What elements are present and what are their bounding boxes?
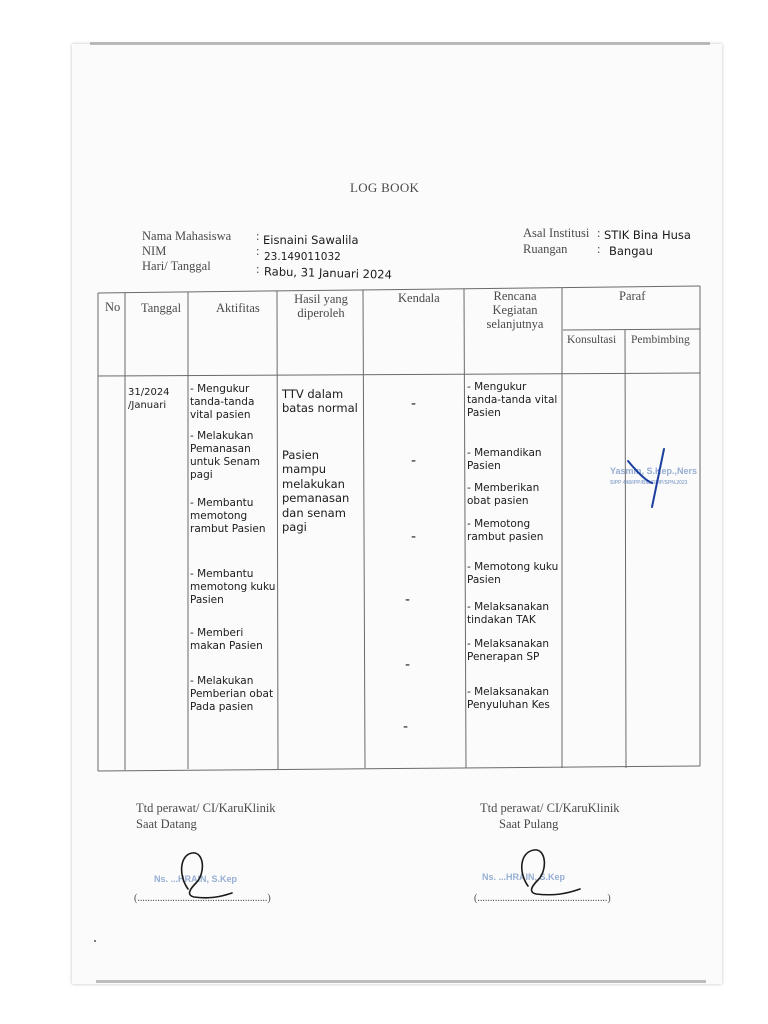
header-pembimbing: Pembimbing bbox=[631, 334, 690, 346]
obstacle-item: - bbox=[411, 529, 417, 545]
obstacle-item: - bbox=[411, 396, 417, 412]
entry-date: 31/2024 /Januari bbox=[128, 387, 170, 411]
student-nim-value: 23.149011032 bbox=[264, 251, 341, 263]
plan-item: - Melaksanakan Penerapan SP bbox=[467, 638, 550, 664]
result-item: Pasien mampu melakukan pemanasan dan senam pagi bbox=[282, 448, 350, 534]
supervisor-stamp-nip: SIPP 448/IPP/BID/SPIP/SPN.2023 bbox=[610, 480, 688, 486]
room-label: Ruangan bbox=[523, 242, 568, 256]
activity-item: - Membantu memotong rambut Pasien bbox=[190, 497, 266, 536]
student-nim-label: NIM bbox=[142, 244, 167, 258]
footer-right-stamp: Ns. ...HRAIN, S.Kep bbox=[482, 872, 566, 882]
header-tanggal: Tanggal bbox=[141, 301, 182, 315]
footer-right-signature-line: (....................................................) bbox=[474, 893, 611, 904]
activity-item: - Membantu memotong kuku Pasien bbox=[190, 568, 276, 607]
activity-item: - Melakukan Pemberian obat Pada pasien bbox=[190, 675, 274, 714]
footer-left-signature-line: (....................................................) bbox=[134, 893, 271, 904]
footer-right-line2: Saat Pulang bbox=[499, 817, 559, 831]
footer-left-line2: Saat Datang bbox=[136, 817, 197, 831]
colon: : bbox=[597, 242, 601, 256]
header-no: No bbox=[105, 300, 121, 314]
date-label: Hari/ Tanggal bbox=[142, 259, 211, 273]
header-hasil: Hasil yang diperoleh bbox=[294, 292, 348, 320]
supervisor-stamp-name: Yasmin, S.Kep.,Ners bbox=[610, 466, 698, 476]
student-name-label: Nama Mahasiswa bbox=[142, 229, 232, 243]
footer-right-line1: Ttd perawat/ CI/KaruKlinik bbox=[480, 801, 620, 815]
institution-label: Asal Institusi bbox=[523, 226, 590, 240]
plan-item: - Memotong kuku Pasien bbox=[467, 561, 559, 587]
footer-left-stamp: Ns. ...HRAIN, S.Kep bbox=[154, 874, 238, 884]
paper-speck bbox=[94, 940, 96, 942]
colon: : bbox=[256, 229, 260, 243]
institution-value: STIK Bina Husa bbox=[604, 228, 691, 242]
activity-item: - Memberi makan Pasien bbox=[190, 627, 263, 653]
plan-item: - Melaksanakan Penyuluhan Kes bbox=[467, 686, 550, 712]
colon: : bbox=[597, 226, 601, 240]
result-item: TTV dalam batas normal bbox=[282, 387, 358, 416]
colon: : bbox=[256, 244, 260, 258]
plan-item: - Melaksanakan tindakan TAK bbox=[467, 601, 550, 627]
supervisor-signature-icon bbox=[620, 443, 680, 513]
header-konsultasi: Konsultasi bbox=[567, 334, 617, 346]
colon: : bbox=[256, 262, 260, 276]
page-title: LOG BOOK bbox=[350, 180, 420, 195]
obstacle-item: - bbox=[411, 453, 417, 469]
header-rencana: Rencana Kegiatan selanjutnya bbox=[486, 289, 544, 331]
header-kendala: Kendala bbox=[398, 291, 440, 305]
header-paraf: Paraf bbox=[619, 289, 646, 303]
obstacle-item: - bbox=[403, 719, 409, 735]
header-aktifitas: Aktifitas bbox=[216, 301, 260, 315]
plan-item: - Memotong rambut pasien bbox=[467, 518, 544, 544]
plan-item: - Memberikan obat pasien bbox=[467, 482, 540, 508]
obstacle-item: - bbox=[405, 657, 411, 673]
activity-item: - Melakukan Pemanasan untuk Senam pagi bbox=[190, 430, 260, 482]
obstacle-item: - bbox=[405, 592, 411, 608]
room-value: Bangau bbox=[609, 244, 653, 258]
student-name-value: Eisnaini Sawalila bbox=[263, 233, 359, 247]
activity-item: - Mengukur tanda-tanda vital pasien bbox=[190, 383, 255, 422]
plan-item: - Memandikan Pasien bbox=[467, 447, 542, 473]
footer-left-line1: Ttd perawat/ CI/KaruKlinik bbox=[136, 801, 276, 815]
plan-item: - Mengukur tanda-tanda vital Pasien bbox=[467, 381, 558, 420]
date-value: Rabu, 31 Januari 2024 bbox=[263, 264, 393, 282]
